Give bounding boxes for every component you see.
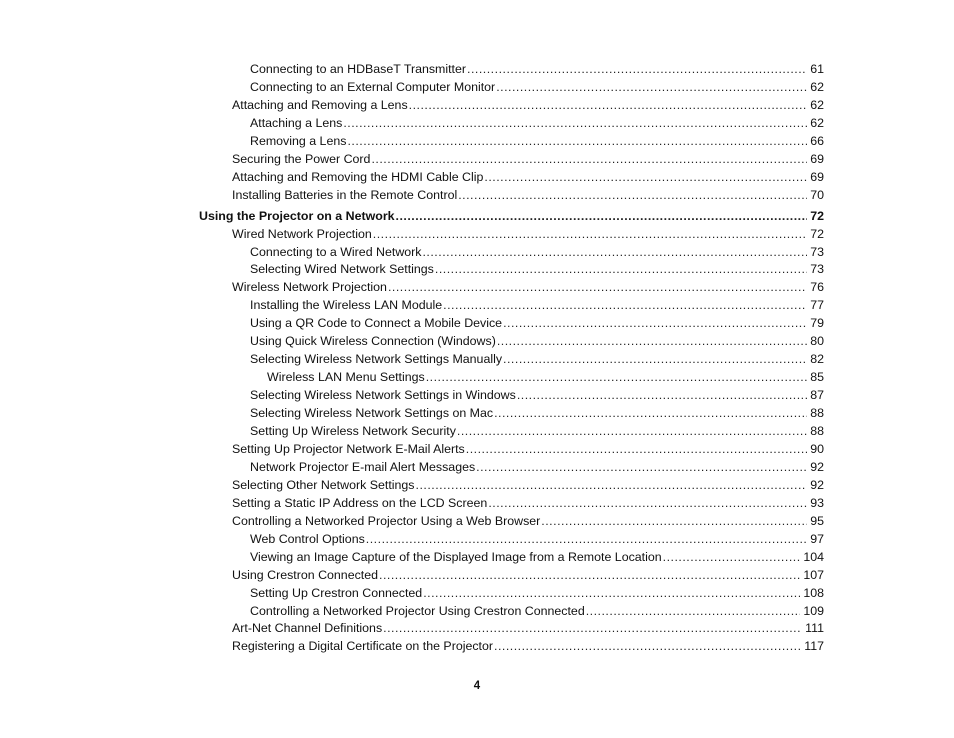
toc-entry[interactable] — [232, 96, 824, 114]
toc-entry-title: Selecting Other Network Settings — [232, 477, 415, 492]
dot-leader — [423, 584, 800, 602]
toc-entry-title: Securing the Power Cord — [232, 151, 371, 166]
toc-entry-page: 76 — [810, 280, 824, 295]
toc-entry[interactable] — [250, 584, 824, 602]
toc-entry-title: Selecting Wired Network Settings — [250, 262, 434, 277]
toc-entry-page: 117 — [804, 639, 824, 654]
toc-entry-page: 90 — [810, 441, 824, 456]
dot-leader — [371, 150, 807, 168]
toc-entry-title: Using a QR Code to Connect a Mobile Device — [250, 316, 503, 331]
toc-entry-page: 85 — [810, 370, 824, 385]
toc-entry[interactable] — [250, 296, 824, 314]
toc-entry[interactable] — [250, 548, 824, 566]
dot-leader — [416, 476, 807, 494]
toc-entry[interactable] — [250, 350, 824, 368]
toc-entry[interactable] — [232, 512, 824, 530]
toc-entry-page: 70 — [810, 187, 824, 202]
toc-entry-title: Web Control Options — [250, 531, 365, 546]
toc-entry-title: Network Projector E-mail Alert Messages — [250, 459, 476, 474]
toc-entry-title: Installing the Wireless LAN Module — [250, 298, 443, 313]
toc-entry-title: Controlling a Networked Projector Using a Web Browser — [232, 513, 541, 528]
toc-entry-page: 79 — [810, 316, 824, 331]
toc-entry-title: Wireless Network Projection — [232, 280, 387, 295]
toc-entry-title: Setting a Static IP Address on the LCD Screen — [232, 495, 488, 510]
toc-entry-title: Wired Network Projection — [232, 226, 372, 241]
page-number: 4 — [473, 680, 481, 692]
dot-leader — [458, 186, 807, 204]
toc-entry-page: 62 — [810, 79, 824, 94]
toc-entry[interactable] — [250, 404, 824, 422]
toc-entry-page: 108 — [803, 585, 824, 600]
toc-entry-title: Connecting to an HDBaseT Transmitter — [250, 62, 467, 76]
toc-entry-page: 95 — [810, 513, 824, 528]
toc-entry-title: Viewing an Image Capture of the Displayed Image from a Remote Location — [250, 549, 662, 564]
toc-entry[interactable] — [250, 422, 824, 440]
toc-entry[interactable] — [232, 150, 824, 168]
toc-entry-page: 72 — [810, 208, 824, 223]
dot-leader — [443, 296, 807, 314]
toc-entry[interactable] — [250, 114, 824, 132]
toc-entry-page: 69 — [810, 169, 824, 184]
toc-entry-page: 73 — [810, 262, 824, 277]
toc-entry-page: 77 — [810, 298, 824, 313]
toc-entry[interactable] — [250, 78, 824, 96]
dot-leader — [517, 386, 807, 404]
toc-entry[interactable] — [250, 260, 824, 278]
toc-entry-page: 61 — [810, 62, 824, 76]
toc-entry-title: Wireless LAN Menu Settings — [267, 370, 425, 385]
toc-entry[interactable] — [250, 386, 824, 404]
dot-leader — [586, 602, 801, 620]
toc-entry-title: Attaching and Removing the HDMI Cable Clip — [232, 169, 484, 184]
dot-leader — [457, 422, 807, 440]
toc-entry-title: Setting Up Wireless Network Security — [250, 424, 456, 438]
toc-entry-page: 62 — [810, 97, 824, 112]
toc-entry[interactable] — [232, 476, 824, 494]
dot-leader — [396, 207, 807, 225]
toc-entry[interactable] — [232, 566, 824, 584]
dot-leader — [503, 314, 807, 332]
toc-entry[interactable] — [250, 458, 824, 476]
dot-leader — [496, 78, 807, 96]
toc-entry-page: 88 — [810, 424, 824, 438]
toc-entry-page: 93 — [810, 495, 824, 510]
toc-entry-page: 92 — [810, 459, 824, 474]
toc-entry[interactable] — [232, 494, 824, 512]
toc-entry-page: 72 — [810, 226, 824, 241]
dot-leader — [541, 512, 807, 530]
toc-entry-page: 109 — [803, 603, 824, 618]
dot-leader — [488, 494, 807, 512]
dot-leader — [467, 60, 807, 78]
toc-entry[interactable] — [267, 368, 824, 386]
toc-entry[interactable] — [232, 637, 824, 655]
dot-leader — [409, 96, 807, 114]
toc-entry[interactable] — [232, 225, 824, 243]
toc-entry-title: Connecting to an External Computer Monitor — [250, 79, 496, 94]
toc-entry-page: 97 — [810, 531, 824, 546]
dot-leader — [497, 332, 807, 350]
dot-leader — [373, 225, 807, 243]
dot-leader — [494, 404, 807, 422]
toc-entry-page: 104 — [803, 549, 824, 564]
toc-entry-title: Setting Up Projector Network E-Mail Alerts — [232, 441, 465, 456]
toc-entry[interactable] — [250, 530, 824, 548]
dot-leader — [476, 458, 807, 476]
dot-leader — [347, 132, 807, 150]
dot-leader — [383, 619, 802, 637]
dot-leader — [388, 278, 807, 296]
toc-entry[interactable] — [232, 278, 824, 296]
toc-entry-title: Attaching a Lens — [250, 115, 343, 130]
toc-entry[interactable] — [232, 440, 824, 458]
toc-entry-title: Attaching and Removing a Lens — [232, 97, 408, 112]
toc-entry[interactable] — [250, 132, 824, 150]
toc-entry[interactable] — [232, 168, 824, 186]
toc-entry-page: 87 — [810, 388, 824, 403]
dot-leader — [379, 566, 800, 584]
toc-chapter-entry[interactable] — [199, 207, 824, 225]
toc-entry-page: 82 — [810, 352, 824, 367]
toc-entry-page: 73 — [810, 244, 824, 259]
dot-leader — [422, 243, 807, 261]
toc-entry-title: Using the Projector on a Network — [199, 208, 395, 223]
toc-entry-page: 88 — [810, 406, 824, 421]
toc-entry[interactable] — [250, 332, 824, 350]
toc-entry-page: 69 — [810, 151, 824, 166]
toc-entry-page: 92 — [810, 477, 824, 492]
dot-leader — [366, 530, 807, 548]
toc-entry[interactable] — [232, 619, 824, 637]
toc-entry-title: Installing Batteries in the Remote Control — [232, 187, 458, 202]
toc-entry-title: Removing a Lens — [250, 133, 347, 148]
toc-entry-title: Art-Net Channel Definitions — [232, 621, 383, 636]
toc-entry-title: Connecting to a Wired Network — [250, 244, 422, 259]
dot-leader — [484, 168, 807, 186]
dot-leader — [426, 368, 807, 386]
dot-leader — [466, 440, 807, 458]
toc-entry-title: Selecting Wireless Network Settings in Windows — [250, 388, 516, 403]
toc-entry[interactable] — [250, 602, 824, 620]
toc-entry-title: Using Crestron Connected — [232, 567, 379, 582]
toc-entry-page: 107 — [803, 567, 824, 582]
toc-entry-title: Controlling a Networked Projector Using Crestron Connected — [250, 603, 585, 618]
toc-entry[interactable] — [250, 314, 824, 332]
toc-entry-page: 80 — [810, 334, 824, 349]
toc-entry-page: 66 — [810, 133, 824, 148]
dot-leader — [503, 350, 807, 368]
dot-leader — [435, 260, 807, 278]
toc-entry-title: Setting Up Crestron Connected — [250, 585, 423, 600]
dot-leader — [343, 114, 807, 132]
toc-entry-title: Selecting Wireless Network Settings on Mac — [250, 406, 494, 421]
toc-entry[interactable] — [250, 60, 824, 78]
toc-entry-title: Selecting Wireless Network Settings Manually — [250, 352, 503, 367]
dot-leader — [494, 637, 801, 655]
toc-entry-page: 111 — [805, 621, 824, 636]
toc-entry-title: Registering a Digital Certificate on the Projector — [232, 639, 494, 654]
toc-entry-page: 62 — [810, 115, 824, 130]
dot-leader — [663, 548, 801, 566]
toc-entry[interactable] — [232, 186, 824, 204]
toc-entry[interactable] — [250, 243, 824, 261]
toc-entry-title: Using Quick Wireless Connection (Windows) — [250, 334, 496, 349]
